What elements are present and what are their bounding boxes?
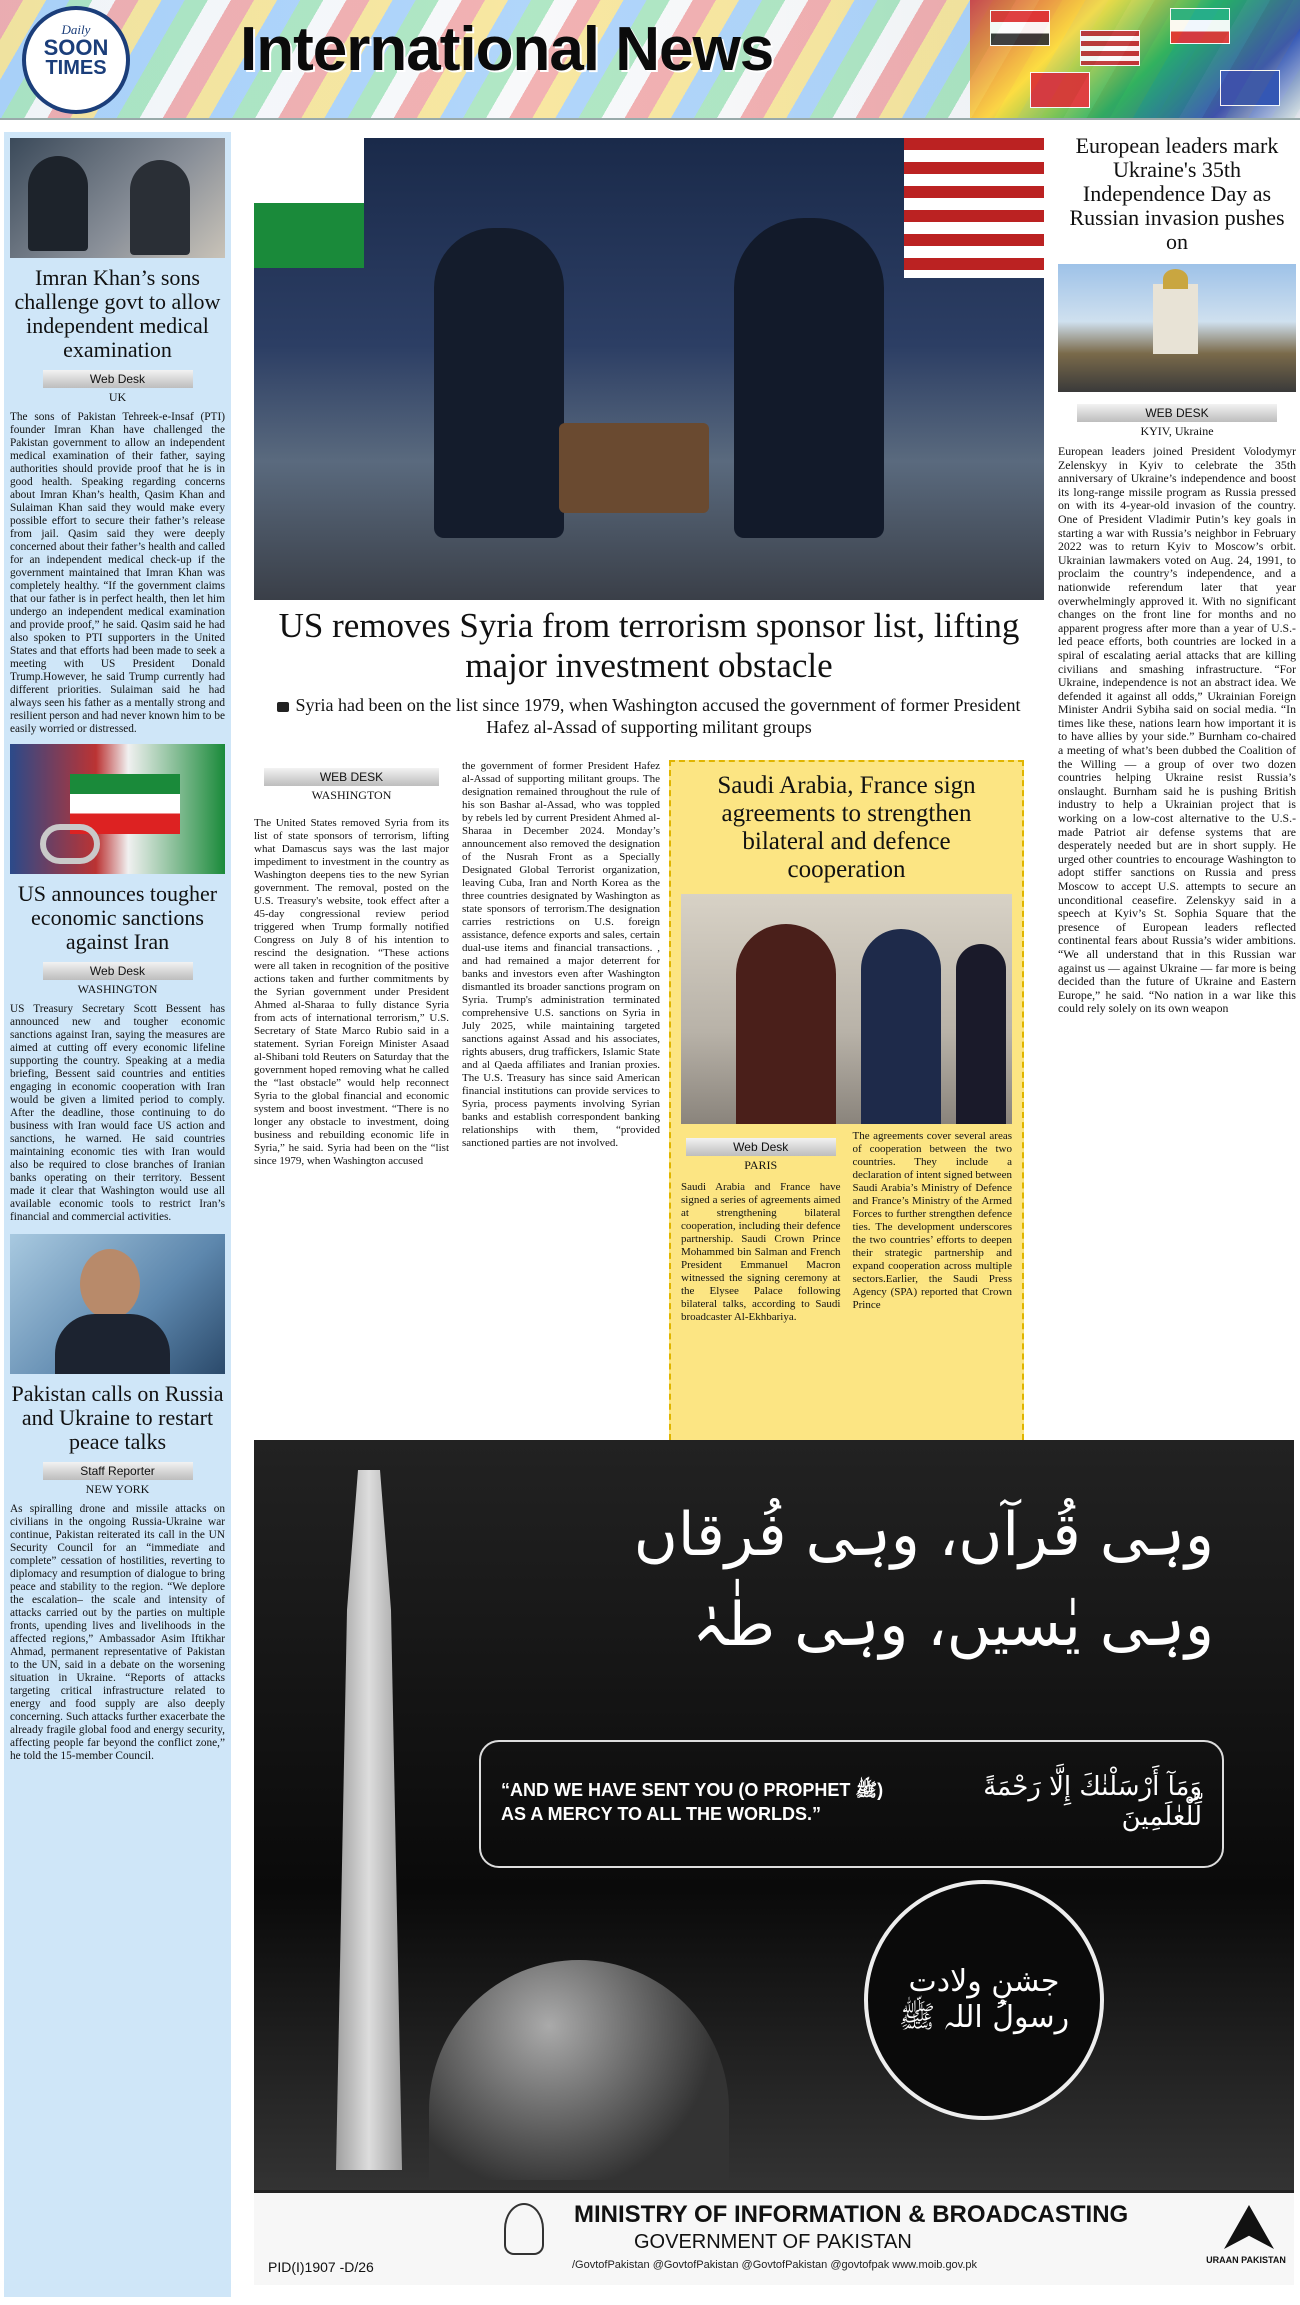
section-title: International News xyxy=(240,15,774,84)
mbs-macron-photo xyxy=(681,894,1012,1124)
article-body: Saudi Arabia and France have signed a series of agreements aimed at strengthening bilateral cooperation, including their defence partnership. Saudi Crown Prince Mohammed bin Salman and French President Emmanuel Macron witnessed the signing ceremony at the Elysee Palace following bilateral talks, according to Saudi broadcaster Al-Ekhbariya. xyxy=(681,1181,841,1323)
bullet-icon xyxy=(277,702,289,712)
pid-number: PID(I)1907 -D/26 xyxy=(268,2259,374,2275)
ukraine-independence-headline[interactable]: European leaders mark Ukraine's 35th Independence Day as Russian invasion pushes on xyxy=(1069,133,1285,254)
subheadline-text: Syria had been on the list since 1979, when Washington accused the government of former President Hafez al-Assad of supporting militant groups xyxy=(295,695,1021,737)
world-leaders-flags-image xyxy=(970,0,1300,120)
left-column xyxy=(4,132,231,2297)
arabic-quote: وَمَآ أَرْسَلْنٰكَ إِلَّا رَحْمَةً لِّلْعٰلَمِينَ xyxy=(983,1772,1202,1832)
social-links[interactable]: /GovtofPakistan @GovtofPakistan @GovtofPakistan @govtofpak www.moib.gov.pk xyxy=(572,2259,978,2271)
article-body: The agreements cover several areas of cooperation between the two countries. They include a declaration of intent signed between Saudi Arabia’s Ministry of Defence and France’s Ministry of the Armed Forces to further strengthen defence ties. The development underscores the two countries’ efforts to deepen their strategic partnership and expand cooperation across multiple sectors.Earlier, the Saudi Press Agency (SPA) reported that Crown Prince xyxy=(852,1130,1012,1311)
byline: WEB DESK xyxy=(1077,404,1277,422)
uraan-pakistan-icon xyxy=(1224,2205,1274,2249)
byline: Web Desk xyxy=(43,370,193,388)
saudi-france-col1 xyxy=(681,1130,841,1324)
dateline: UK xyxy=(108,390,127,404)
imran-khan-headline[interactable]: Imran Khan’s sons challenge govt to allow independent medical examination xyxy=(14,265,221,362)
logo-soon-text: SOON xyxy=(43,35,109,60)
rabi-ul-awwal-advertisement[interactable] xyxy=(254,1440,1294,2285)
saudi-france-text xyxy=(681,1130,1012,1324)
logo-times-text: TIMES xyxy=(45,57,107,79)
ad-footer xyxy=(254,2190,1294,2285)
dateline: NEW YORK xyxy=(85,1482,150,1496)
kyiv-square-photo xyxy=(1058,264,1296,392)
us-iran-flags-photo xyxy=(10,744,225,874)
urdu-verse-line1: وہی قُرآں، وہی فُرقاں xyxy=(633,1500,1214,1570)
jashn-e-wiladat-badge xyxy=(864,1880,1104,2120)
quran-quote-box xyxy=(479,1740,1224,1868)
imran-khan-sons-photo xyxy=(10,138,225,258)
article-body: the government of former President Hafez al-Assad of supporting militant groups. The designation remained throughout the rule of his son Bashar al-Assad, who was toppled by rebels led by current President Ahmed al-Sharaa in December 2024. Monday’s announcement also removed the designation of the Nusrah Front as a Specially Designated Global Terrorist organization, leaving Cuba, Iran and North Korea as the three countries designated by Washington as state sponsors of terrorism.The designation carries restrictions on U.S. foreign assistance, defence exports and sales, certain dual-use items and financial transactions. , and had remained a major deterrent for banks and investors even after Washington dismantled its broader sanctions program on Syria. Trump's administration terminated comprehensive U.S. sanctions on Syria in July 2025, while maintaining targeted sanctions against Assad and his associates, rights abusers, drug traffickers, Islamic State and al Qaeda affiliates and Iranian proxies. The U.S. Treasury has since said American financial institutions can provide services to Syria, process payments involving Syrian banks and establish correspondent banking relationships with them, “provided sanctioned parties are not involved. xyxy=(462,760,660,1149)
article-body: The United States removed Syria from its list of state sponsors of terrorism, lifting what Damascus says was the last major impediment to investment in the country as Washington deepens ties to the new Syrian government. The removal, posted on the U.S. Treasury's website, took effect after a 45-day congressional review period triggered when Trump formally notified Congress on July 8 of his intention to rescind the designation. “These actions were all taken in recognition of the positive actions taken and further commitments by the Syrian government under President Ahmed al-Sharaa to fully distance Syria from acts of international terrorism,” U.S. Secretary of State Marco Rubio said in a statement. Syrian Foreign Minister Asaad al-Shibani told Reuters on Saturday that the government hoped removing what he called the “last obstacle” would help reconnect Syria to the global financial and economic system and boost investment. “There is no longer any obstacle to investment, doing business and rebuilding economic life in Syria,” he said. Syria had been on the “list since 1979, when Washington accused xyxy=(254,817,449,1167)
main-subheadline xyxy=(254,694,1044,738)
byline: Staff Reporter xyxy=(43,1462,193,1480)
main-headline[interactable]: US removes Syria from terrorism sponsor list, lifting major investment obstacle xyxy=(278,606,1020,685)
masthead xyxy=(0,0,1300,120)
article-body: The sons of Pakistan Tehreek-e-Insaf (PTI) founder Imran Khan have challenged the Pakistan government to allow an independent medical examination of their father, saying authorities should provide proof that he is in good health. Speaking regarding concerns about Imran Khan’s health, Qasim Khan and Sulaiman Khan said they would make every possible effort to secure their father’s release from jail. Qasim said they were deeply concerned about their father’s health and called for an independent medical check-up if the government maintained that Imran Khan was completely healthy. “If the government claims that our father is in perfect health, then let him undergo an independent medical examination and provide proof,” he said. Qasim said he had also spoken to PTI supporters in the United States and that efforts had been made to seek a meeting with US President Donald Trump.However, he said Trump currently had different priorities. Sulaiman said he had always seen his father as a mentally strong and resilient person and had never known him to be easily worried or distressed. xyxy=(10,411,225,735)
main-article-col1 xyxy=(254,760,449,1168)
saudi-france-headline[interactable]: Saudi Arabia, France sign agreements to strengthen bilateral and defence cooperation xyxy=(717,772,976,883)
article-body: US Treasury Secretary Scott Bessent has announced new and tougher economic sanctions against Iran, saying the measures are aimed at cutting off every economic lifeline supporting the country. Speaking at a media briefing, Bessent said countries and entities engaging in economic cooperation with Iran would be given a limited period to comply. After the deadline, those continuing to do business with Iran would face US action and sanctions, he warned. He said countries maintaining economic ties with Iran would also be required to close branches of Iranian banks operating on their territory. Bessent made it clear that Washington would use all available economic tools to restrict Iran’s financial and commercial activities. xyxy=(10,1003,225,1223)
byline: Web Desk xyxy=(43,962,193,980)
saudi-france-box xyxy=(669,760,1024,1450)
government-name: GOVERNMENT OF PAKISTAN xyxy=(634,2231,912,2253)
dateline: WASHINGTON xyxy=(77,982,158,996)
saudi-france-col2 xyxy=(853,1130,1013,1324)
byline: WEB DESK xyxy=(264,768,439,786)
article-body: As spiralling drone and missile attacks on civilians in the ongoing Russia-Ukraine war continue, Pakistan reiterated its call in the UN Security Council for an “immediate and complete” cessation of hostilities, reverting to diplomacy and resumption of dialogue to bring peace and stability to the region. “We deplore the escalation– the scale and intensity of attacks carried out by the parties on multiple fronts, upending lives and livelihoods in the affected regions,” Ambassador Asim Iftikhar Ahmad, permanent representative of Pakistan to the UN, said in a debate on the worsening situation in Ukraine. “Reports of attacks targeting critical infrastructure related to energy and food supply are also deeply concerning. Such attacks further exacerbate the already fragile global food and energy security, affecting people far beyond the conflict zone,” he told the 15-member Council. xyxy=(10,1503,225,1762)
main-article-col2 xyxy=(462,760,660,1150)
ministry-name: MINISTRY OF INFORMATION & BROADCASTING xyxy=(574,2201,1129,2228)
pakistan-peace-talks-headline[interactable]: Pakistan calls on Russia and Ukraine to restart peace talks xyxy=(11,1381,224,1454)
syria-us-handshake-photo xyxy=(254,138,1044,600)
dateline: WASHINGTON xyxy=(311,788,392,802)
pakistan-emblem-icon xyxy=(504,2203,544,2255)
pakistan-ambassador-photo xyxy=(10,1234,225,1374)
article-body: European leaders joined President Volodymyr Zelenskyy in Kyiv to celebrate the 35th anniversary of Ukraine’s independence and boost its long-range missile program as Russia pressed on with its 4-year-old invasion of the country. One of President Vladimir Putin’s key goals in starting a war with Russia’s neighbor in February 2022 was to return Kyiv to Moscow’s orbit. Ukrainian lawmakers voted on Aug. 24, 1991, to proclaim the country’s independence, and a nationwide referendum later that year overwhelmingly approved it. With no significant changes on the front line for months and no apparent progress after more than a year of U.S.-led peace efforts, both countries are locked in a spiral of escalating aerial attacks that are killing civilians and smashing infrastructure. “For Ukraine, independence is not an abstract idea. We defended it against all odds,” Ukrainian Foreign Minister Andrii Sybiha said on social media. “In times like these, nations learn how important it is to have allies by your side.” Burnham co-chaired a meeting of what’s been dubbed the Coalition of the Willing — a group of over two dozen countries helping Ukraine resist Russia’s onslaught. Burnham said he is pushing British industry to help a Ukrainian project that is working on a low-cost alternative to the U.S.-made Patriot air defense systems that are desperately needed but are in short supply. He urged other countries to encourage Washington to adopt stiffer sanctions on Russia and press Moscow to accept U.S. attempts to secure an unconditional ceasefire. Zelenskyy said in a speech at Kyiv’s St. Sophia Square that the presence of European leaders reflected continental fears about Russia’s wider ambitions. “We all understand that in this Russian war against us — against Ukraine — far more is being decided than the future of Ukraine and Eastern Europe,” he said. “No nation in a war like this could rely solely on its own weapon xyxy=(1058,444,1296,1016)
center-column xyxy=(254,132,1044,1323)
uraan-label: URAAN PAKISTAN xyxy=(1206,2255,1286,2265)
logo-daily-text: Daily xyxy=(61,22,91,37)
right-column xyxy=(1054,132,1300,1432)
byline: Web Desk xyxy=(686,1138,836,1156)
dateline: PARIS xyxy=(744,1158,778,1172)
iran-sanctions-headline[interactable]: US announces tougher economic sanctions against Iran xyxy=(17,881,218,954)
english-quote: “AND WE HAVE SENT YOU (O PROPHET ﷺ) AS A MERCY TO ALL THE WORLDS.” xyxy=(501,1780,884,1824)
urdu-verse-line2: وہی یٰسیں، وہی طٰہٰ xyxy=(692,1590,1214,1660)
soon-times-logo[interactable] xyxy=(22,6,130,114)
dateline: KYIV, Ukraine xyxy=(1140,424,1214,438)
badge-text: جشنِ ولادت رسولُ اللہ ﷺ xyxy=(898,1964,1070,2035)
